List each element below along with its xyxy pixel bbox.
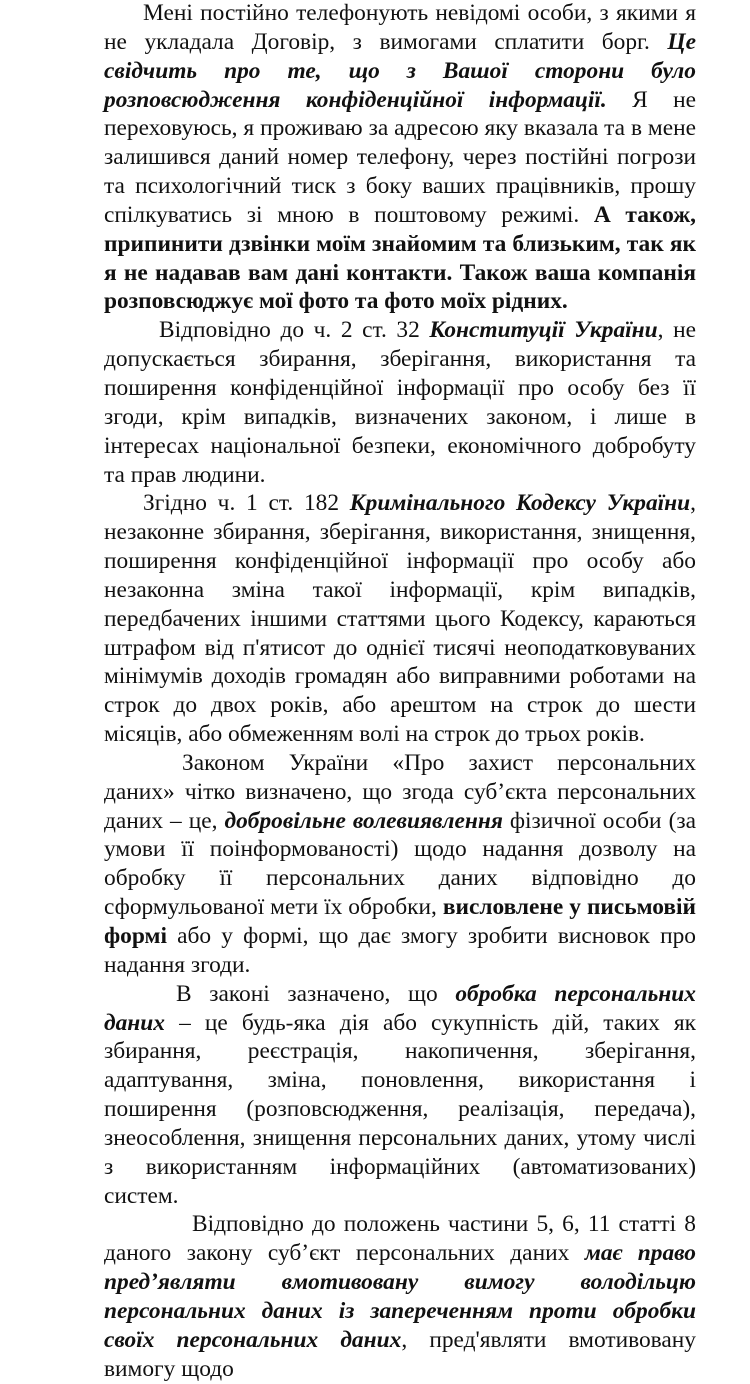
emphasis-segment: обробка персональних даних — [104, 980, 696, 1036]
paragraph-constitution — [104, 316, 696, 489]
bold-segment: А також, припинити дзвінки моїм знайомим та близьким, так як я не надавав вам дані контакти. Також ваша компанія розповсюджує мої фото та фото моїх рідних. — [104, 201, 696, 315]
bold-segment: висловлене у письмовій формі — [104, 894, 696, 949]
paragraph-unknown-callers — [104, 0, 696, 316]
emphasis-segment: Конституції України — [429, 317, 658, 344]
emphasis-segment: добровільне волевиявлення — [224, 807, 503, 834]
text-segment: Згідно ч. 1 ст. 182 — [143, 490, 350, 517]
emphasis-segment: має право пред’являти вмотивовану вимогу володільцю персональних даних із запереченням проти обробки своїх персональних даних — [104, 1240, 696, 1353]
text-segment: Я не переховуюсь, я проживаю за адресою яку вказала та в мене залишився даний номер телефону, через постійні погрози та психологічний тиск з боку ваших працівників, прошу спілкуватись зі мною в поштовому режимі. — [104, 86, 696, 228]
text-segment: Мені постійно телефонують невідомі особи, з якими я не укладала Договір, з вимогами сплатити борг. — [104, 0, 696, 55]
text-segment: Відповідно до ч. 2 ст. 32 — [159, 317, 430, 344]
text-segment: В законі зазначено, що — [176, 980, 456, 1007]
text-segment: або у формі, що дає змогу зробити висновок про надання згоди. — [104, 923, 696, 978]
text-segment: – це будь-яка дія або сукупність дій, таких як збирання, реєстрація, накопичення, зберігання, адаптування, зміна, поновлення, використання і поширення (розповсюдження, реалізація, передача), знеособлення, знищення персональних даних, утому числі з використанням інформаційних (автоматизованих) систем. — [104, 1009, 696, 1209]
text-segment: , не допускається збирання, зберігання, використання та поширення конфіденційної інформації про особу без її згоди, крім випадків, визначених законом, і лише в інтересах національної безпеки, економічного добробуту та прав людини. — [104, 317, 696, 488]
text-segment: фізичної особи (за умови її поінформованості) щодо надання дозволу на обробку її персональних даних відповідно до сформульованої мети їх обробки, — [104, 807, 696, 921]
text-segment: , пред'являти вмотивовану вимогу щодо — [104, 1326, 696, 1382]
text-segment: , незаконне збирання, зберігання, використання, знищення, поширення конфіденційної інформації про особу або незаконна зміна такої інформації, крім випадків, передбачених іншими статтями цього Кодексу, караються штрафом від п'ятисот до однієї тисячі неоподатковуваних мінімумів доходів громадян або виправними роботами на строк до двох років, або арештом на строк до шести місяців, або обмеженням волі на строк до трьох років. — [104, 490, 696, 748]
paragraph-article-8 — [104, 1210, 696, 1383]
text-segment: Відповідно до положень частини 5, 6, 11 статті 8 даного закону суб’єкт персональних даних — [104, 1211, 696, 1267]
document-page — [104, 0, 696, 1384]
paragraph-criminal-code — [104, 489, 696, 749]
paragraph-data-protection-law — [104, 749, 696, 980]
emphasis-segment: Кримінального Кодексу України — [349, 490, 691, 517]
text-segment: Законом України «Про захист персональних даних» чітко визначено, що згода суб’єкта персональних даних – це, — [104, 749, 696, 834]
emphasis-segment: Це свідчить про те, що з Вашої сторони було розповсюдження конфіденційної інформації. — [104, 28, 696, 113]
paragraph-processing-definition — [104, 980, 696, 1211]
